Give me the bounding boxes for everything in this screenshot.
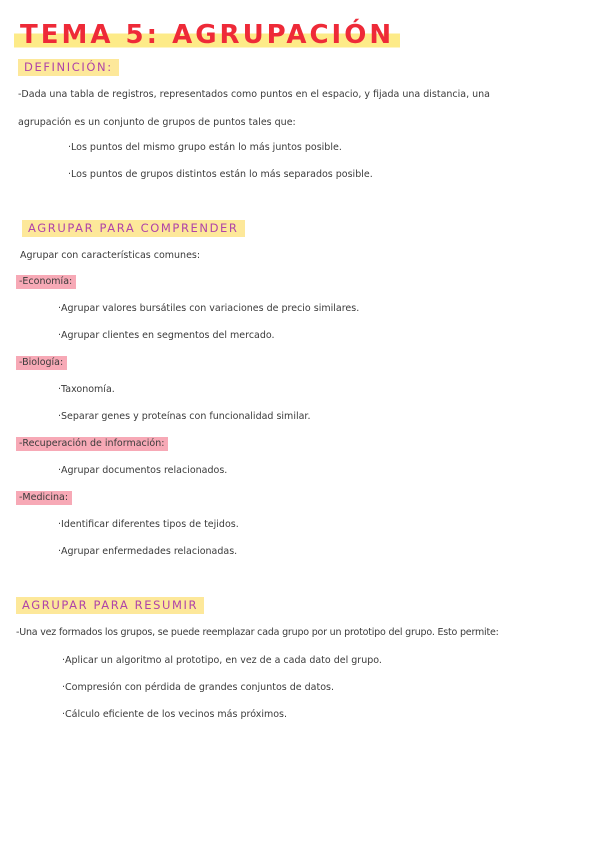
- subheading-economia: -Economía:: [16, 275, 76, 289]
- page-title: TEMA 5: AGRUPACIÓN: [14, 20, 400, 50]
- subheading-medicina: -Medicina:: [16, 491, 72, 505]
- definition-bullet-2: ·Los puntos de grupos distintos están lo más separados posible.: [68, 169, 373, 180]
- resumir-intro: -Una vez formados los grupos, se puede reemplazar cada grupo por un prototipo del grupo. Esto permite:: [16, 627, 499, 638]
- subheading-recuperacion: -Recuperación de información:: [16, 437, 168, 451]
- section-heading-definicion: DEFINICIÓN:: [18, 59, 119, 76]
- definition-line-2: agrupación es un conjunto de grupos de puntos tales que:: [18, 117, 296, 128]
- resumir-bullet-1: ·Aplicar un algoritmo al prototipo, en vez de a cada dato del grupo.: [62, 655, 382, 666]
- definition-bullet-1: ·Los puntos del mismo grupo están lo más juntos posible.: [68, 142, 342, 153]
- subheading-biologia: -Biología:: [16, 356, 67, 370]
- medicina-bullet-1: ·Identificar diferentes tipos de tejidos.: [58, 519, 239, 530]
- comprender-intro: Agrupar con características comunes:: [20, 250, 201, 261]
- definition-line-1: -Dada una tabla de registros, representados como puntos en el espacio, y fijada una distancia, una: [18, 89, 491, 100]
- resumir-bullet-3: ·Cálculo eficiente de los vecinos más próximos.: [62, 709, 288, 720]
- biologia-bullet-1: ·Taxonomía.: [58, 384, 115, 395]
- resumir-bullet-2: ·Compresión con pérdida de grandes conjuntos de datos.: [62, 682, 334, 693]
- section-heading-resumir: AGRUPAR PARA RESUMIR: [16, 597, 204, 614]
- section-heading-comprender: AGRUPAR PARA COMPRENDER: [22, 220, 245, 237]
- biologia-bullet-2: ·Separar genes y proteínas con funcionalidad similar.: [58, 411, 311, 422]
- recuperacion-bullet-1: ·Agrupar documentos relacionados.: [58, 465, 228, 476]
- medicina-bullet-2: ·Agrupar enfermedades relacionadas.: [58, 546, 238, 557]
- economia-bullet-2: ·Agrupar clientes en segmentos del mercado.: [58, 330, 275, 341]
- economia-bullet-1: ·Agrupar valores bursátiles con variaciones de precio similares.: [58, 303, 360, 314]
